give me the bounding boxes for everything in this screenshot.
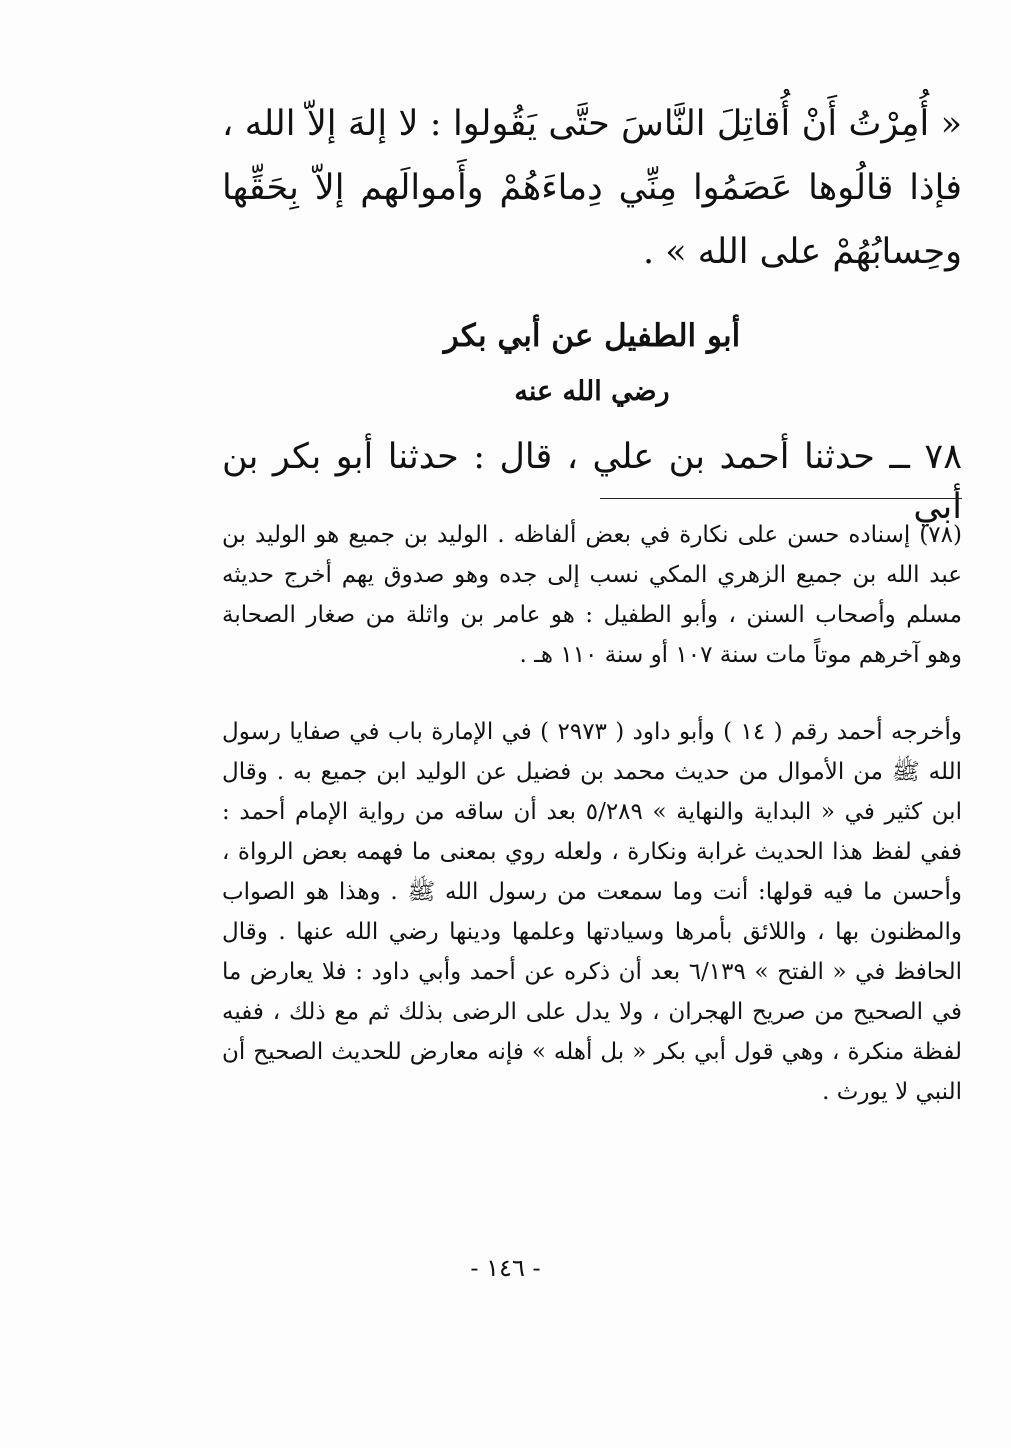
page-number: - ١٤٦ - — [470, 1254, 541, 1282]
footnote-paragraph-1: (٧٨) إسناده حسن على نكارة في بعض ألفاظه . الوليد بن جميع هو الوليد بن عبد الله بن جميع الزهري المكي نسب إلى جده وهو صدوق يهم أخرج حديثه مسلم وأصحاب السنن ، وأبو الطفيل : هو عامر بن واثلة من صغار الصحابة وهو آخرهم موتاً مات سنة ١٠٧ أو سنة ١١٠ هـ . — [222, 522, 962, 668]
footnote-paragraph-2: وأخرجه أحمد رقم ( ١٤ ) وأبو داود ( ٢٩٧٣ ) في الإمارة باب في صفايا رسول الله ﷺ من الأموال من حديث محمد بن فضيل عن الوليد ابن جميع به . وقال ابن كثير في « البداية والنهاية » ٥/٢٨٩ بعد أن ساقه من رواية الإمام أحمد : ففي لفظ هذا الحديث غرابة ونكارة ، ولعله روي بمعنى ما فهمه بعض الرواة ، وأحسن ما فيه قولها: أنت وما سمعت من رسول الله ﷺ . وهذا هو الصواب والمظنون بها ، واللائق بأمرها وسيادتها وعلمها ودينها رضي الله عنها . وقال الحافظ في « الفتح » ٦/١٣٩ بعد أن ذكره عن أحمد وأبي داود : فلا يعارض ما في الصحيح من صريح الهجران ، ولا يدل على الرضى بذلك ثم مع ذلك ، ففيه لفظة منكرة ، وهي قول أبي بكر « بل أهله » فإنه معارض للحديث الصحيح أن النبي لا يورث . — [222, 719, 962, 1105]
section-heading: أبو الطفيل عن أبي بكر — [443, 318, 741, 354]
hadith-78-opening: ٧٨ ــ حدثنا أحمد بن علي ، قال : حدثنا أبو بكر بن أبي — [222, 437, 962, 527]
footnote-divider — [600, 498, 962, 499]
hadith-quotation: « أُمِرْتُ أَنْ أُقاتِلَ النَّاسَ حتَّى يَقُولوا : لا إلهَ إلاّ الله ، فإذا قالُوها عَصَمُوا مِنِّي دِماءَهُمْ وأَموالَهم إلاّ بِحَقِّها وحِسابُهُمْ على الله » . — [222, 104, 962, 272]
section-subheading: رضي الله عنه — [514, 376, 670, 407]
